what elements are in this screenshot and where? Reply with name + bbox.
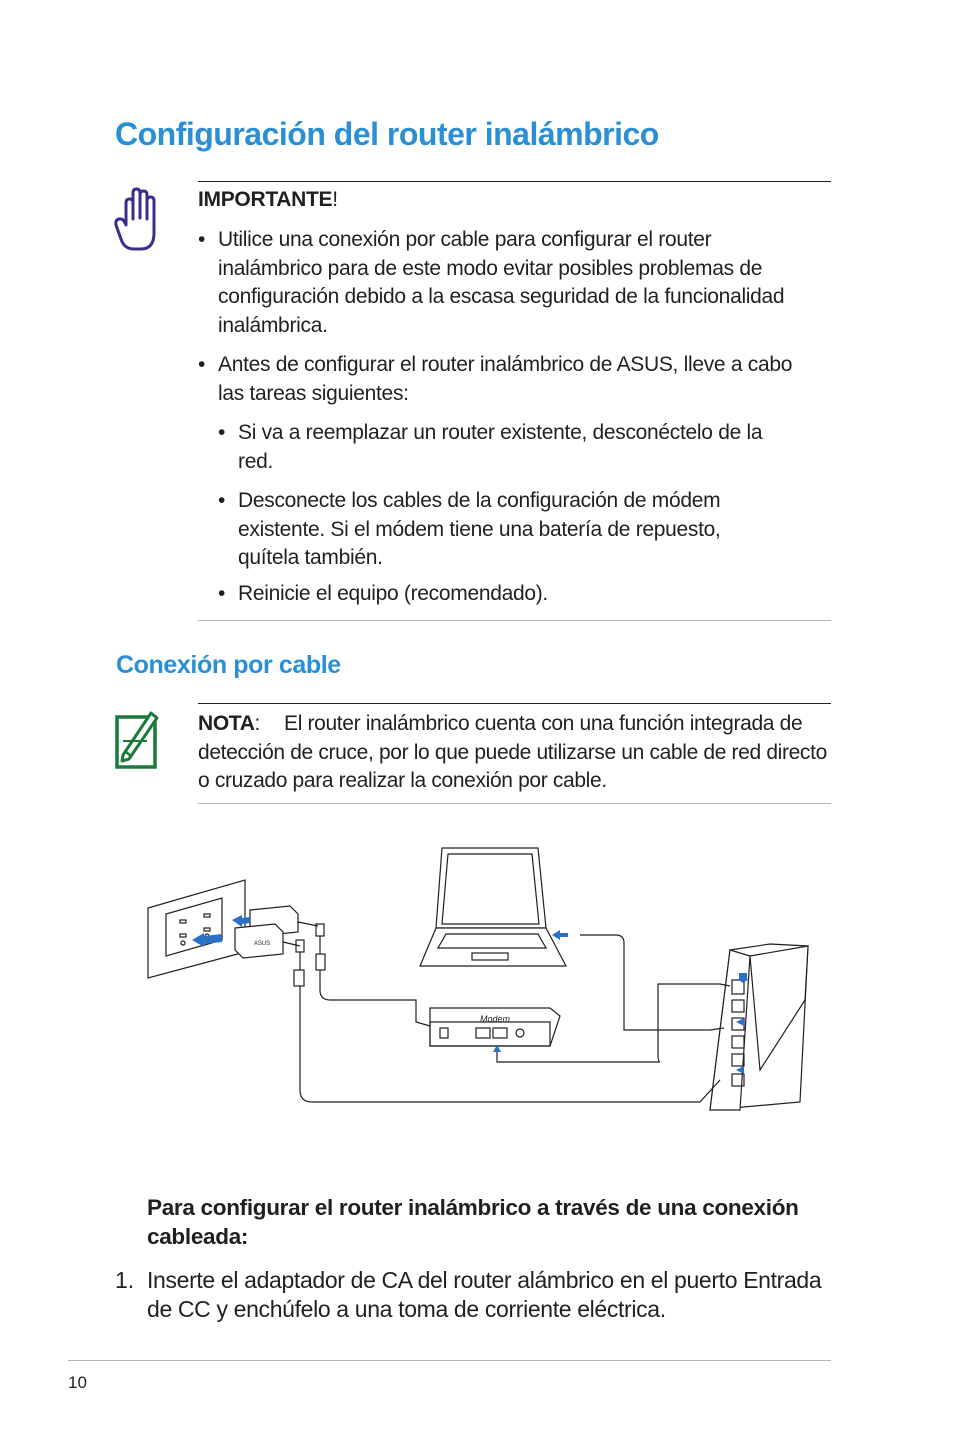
important-bullet: • Antes de configurar el router inalámbrico de ASUS, lleve a cabo las tareas siguientes: xyxy=(198,353,793,405)
laptop xyxy=(420,848,566,966)
important-top-rule xyxy=(198,181,831,182)
page-title: Configuración del router inalámbrico xyxy=(115,116,659,152)
note-body: El router inalámbrico cuenta con una función integrada de detección de cruce, por lo que puede utilizarse un cable de red directo o cruzado para realizar la conexión por cable. xyxy=(198,712,827,792)
cable-laptop-router xyxy=(580,935,724,1030)
important-bottom-rule xyxy=(198,620,831,621)
wired-connection-diagram xyxy=(140,840,820,1120)
wall-outlet xyxy=(148,880,245,978)
important-sub-bullet: • Reinicie el equipo (recomendado). xyxy=(218,582,548,605)
router xyxy=(710,944,808,1110)
note-pencil-icon xyxy=(113,711,161,769)
page-number: 10 xyxy=(68,1373,87,1392)
important-bullet-text: Utilice una conexión por cable para configurar el router inalámbrico para de este modo evitar posibles problemas de configuración debido a la escasa seguridad de la funcionalidad inalámbrica. xyxy=(218,228,785,337)
note-top-rule xyxy=(198,703,831,704)
important-sub-bullet-text: Desconecte los cables de la configuración de módem existente. Si el módem tiene una batería de repuesto, quítela también. xyxy=(238,489,721,569)
note-separator: : xyxy=(254,712,261,735)
important-bullet: • Utilice una conexión por cable para configurar el router inalámbrico para de este modo evitar posibles problemas de configuración debido a la escasa seguridad de la funcionalidad inalámbrica. xyxy=(198,228,785,337)
important-label: IMPORTANTE xyxy=(198,188,333,211)
important-label-line xyxy=(198,186,338,215)
important-bullet-text: Antes de configurar el router inalámbrico de ASUS, lleve a cabo las tareas siguientes: xyxy=(218,353,793,405)
important-sub-bullet-text: Si va a reemplazar un router existente, desconéctelo de la red. xyxy=(238,421,763,473)
power-adapters xyxy=(235,906,324,958)
important-sub-bullet-text: Reinicie el equipo (recomendado). xyxy=(238,582,548,605)
instructions-heading: Para configurar el router inalámbrico a través de una conexión cableada: xyxy=(147,1195,799,1249)
adapter-label: ASUS xyxy=(253,941,271,947)
note-label: NOTA xyxy=(198,712,255,735)
cable-power-modem xyxy=(320,936,430,1026)
step-number: 1. xyxy=(115,1267,135,1293)
modem-label: Modem xyxy=(479,1014,511,1024)
important-sub-bullet: • Si va a reemplazar un router existente, desconéctelo de la red. xyxy=(218,421,763,473)
important-sub-bullet: • Desconecte los cables de la configuración de módem existente. Si el módem tiene una batería de repuesto, quítela también. xyxy=(218,489,721,569)
important-label-suffix: ! xyxy=(332,188,338,211)
note-bottom-rule xyxy=(198,803,831,804)
note-text xyxy=(198,710,838,796)
raised-hand-icon xyxy=(112,185,162,255)
step-text: Inserte el adaptador de CA del router alámbrico en el puerto Entrada de CC y enchúfelo a una toma de corriente eléctrica. xyxy=(147,1267,822,1322)
footer-rule xyxy=(68,1360,831,1361)
section-heading: Conexión por cable xyxy=(116,651,341,679)
